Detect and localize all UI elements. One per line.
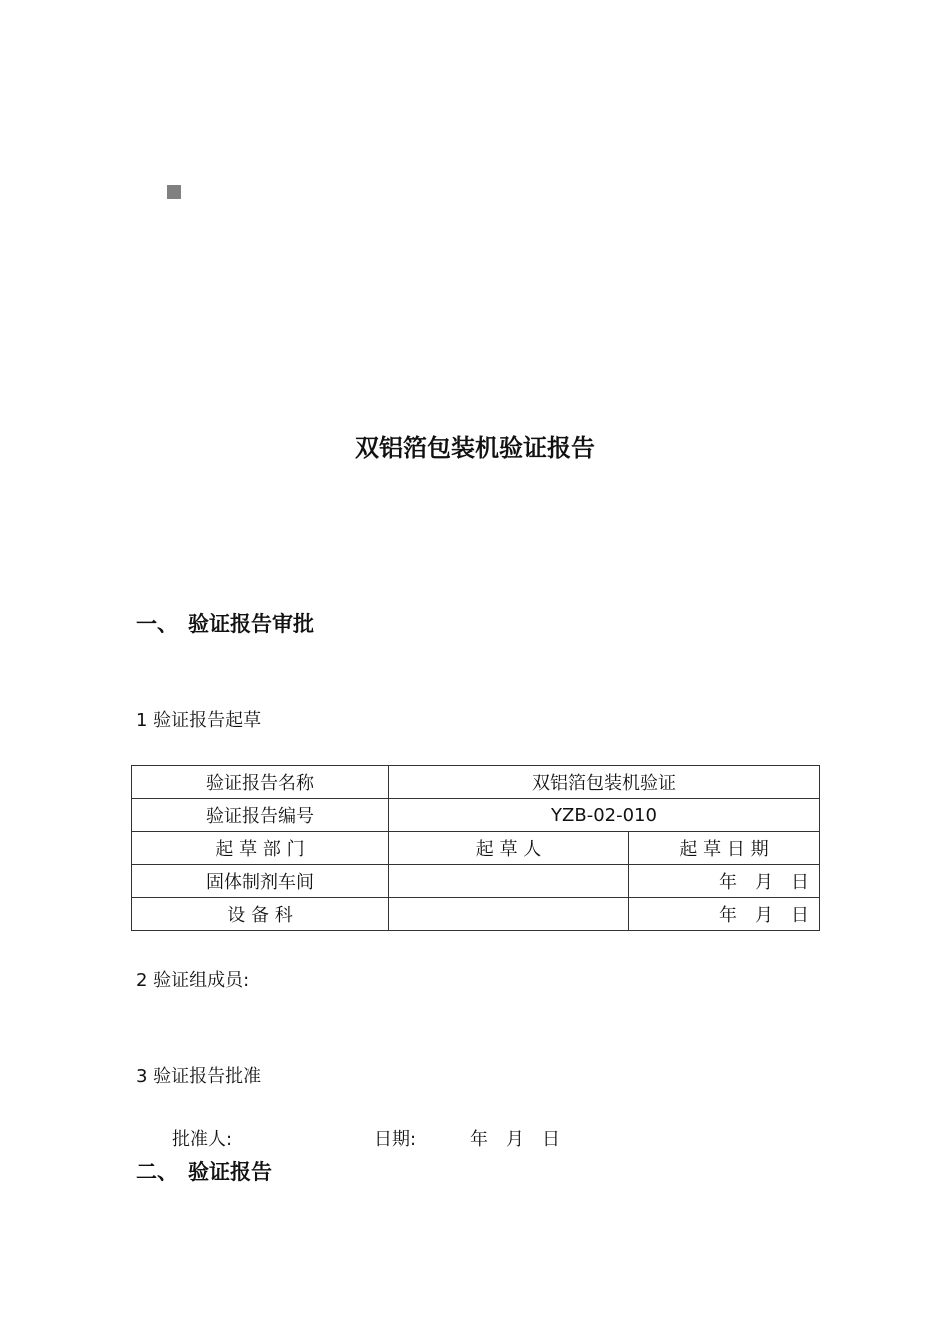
report-name-label: 验证报告名称 bbox=[132, 766, 389, 799]
section-2-title: 验证报告 bbox=[188, 1160, 272, 1184]
header-person: 起 草 人 bbox=[389, 832, 629, 865]
date-cell: 年 月 日 bbox=[629, 898, 820, 931]
section-2-heading bbox=[136, 1156, 272, 1186]
subsection-approval: 3 验证报告批准 bbox=[136, 1066, 262, 1087]
report-name-value: 双铝箔包装机验证 bbox=[389, 766, 820, 799]
table-row bbox=[132, 766, 820, 799]
table-row bbox=[132, 799, 820, 832]
dept-cell: 固体制剂车间 bbox=[132, 865, 389, 898]
subsection-draft: 1 验证报告起草 bbox=[136, 710, 262, 731]
subsection-members: 2 验证组成员: bbox=[136, 970, 250, 991]
section-1-heading bbox=[136, 608, 314, 638]
dept-cell: 设 备 科 bbox=[132, 898, 389, 931]
approval-date-value: 年 月 日 bbox=[470, 1129, 560, 1150]
report-number-value: YZB-02-010 bbox=[389, 799, 820, 832]
bullet-marker-icon bbox=[167, 185, 181, 199]
table-row bbox=[132, 898, 820, 931]
table-row bbox=[132, 865, 820, 898]
draft-info-table bbox=[131, 765, 820, 931]
person-cell bbox=[389, 898, 629, 931]
section-2-number: 二、 bbox=[136, 1160, 178, 1184]
header-date: 起 草 日 期 bbox=[629, 832, 820, 865]
section-1-title: 验证报告审批 bbox=[188, 612, 314, 636]
document-title: 双铝箔包装机验证报告 bbox=[355, 434, 595, 462]
date-cell: 年 月 日 bbox=[629, 865, 820, 898]
report-number-label: 验证报告编号 bbox=[132, 799, 389, 832]
section-1-number: 一、 bbox=[136, 612, 178, 636]
table-header-row bbox=[132, 832, 820, 865]
person-cell bbox=[389, 865, 629, 898]
approver-label: 批准人: bbox=[172, 1129, 233, 1150]
approval-date-label: 日期: bbox=[374, 1129, 417, 1150]
header-dept: 起 草 部 门 bbox=[132, 832, 389, 865]
